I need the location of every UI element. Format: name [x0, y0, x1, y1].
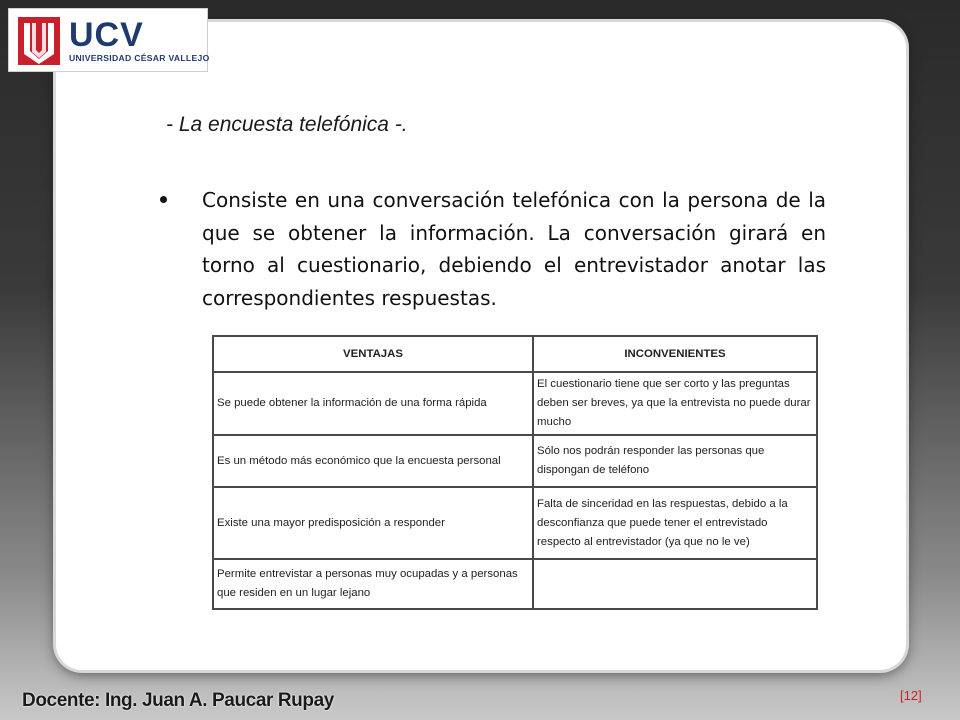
- logo-title: UCV: [69, 16, 144, 54]
- cell-inconveniente: Sólo nos podrán responder las personas que dispongan de teléfono: [533, 435, 817, 487]
- cell-inconveniente: [533, 559, 817, 609]
- ucv-shield-icon: [18, 17, 60, 65]
- table-row: [213, 372, 817, 435]
- logo-subtitle: UNIVERSIDAD CÉSAR VALLEJO: [69, 53, 210, 63]
- table-row: [213, 559, 817, 609]
- page-number: [12]: [900, 688, 922, 703]
- cell-inconveniente: El cuestionario tiene que ser corto y las preguntas deben ser breves, ya que la entrevista no puede durar mucho: [533, 372, 817, 435]
- comparison-table-image: [208, 329, 828, 629]
- bullet-item: [160, 184, 826, 314]
- cell-inconveniente: Falta de sinceridad en las respuestas, debido a la desconfianza que puede tener el entrevistado respecto al entrevistador (ya que no le ve): [533, 487, 817, 559]
- header-inconvenientes: INCONVENIENTES: [533, 336, 817, 372]
- footer-docente: Docente: Ing. Juan A. Paucar Rupay: [22, 690, 334, 711]
- cell-ventaja: Es un método más económico que la encuesta personal: [213, 435, 533, 487]
- table-header-row: [213, 336, 817, 372]
- bullet-dot-icon: [160, 196, 167, 203]
- bullet-text: Consiste en una conversación telefónica con la persona de la que se obtener la información. La conversación girará en torno al cuestionario, debiendo el entrevistador anotar las correspondientes respuestas.: [202, 188, 826, 310]
- cell-ventaja: Se puede obtener la información de una forma rápida: [213, 372, 533, 435]
- cell-ventaja: Existe una mayor predisposición a responder: [213, 487, 533, 559]
- comparison-table: [212, 335, 818, 610]
- table-row: [213, 435, 817, 487]
- header-ventajas: VENTAJAS: [213, 336, 533, 372]
- table-row: [213, 487, 817, 559]
- ucv-logo: [8, 8, 208, 72]
- slide-title: - La encuesta telefónica -.: [166, 113, 408, 136]
- cell-ventaja: Permite entrevistar a personas muy ocupadas y a personas que residen en un lugar lejano: [213, 559, 533, 609]
